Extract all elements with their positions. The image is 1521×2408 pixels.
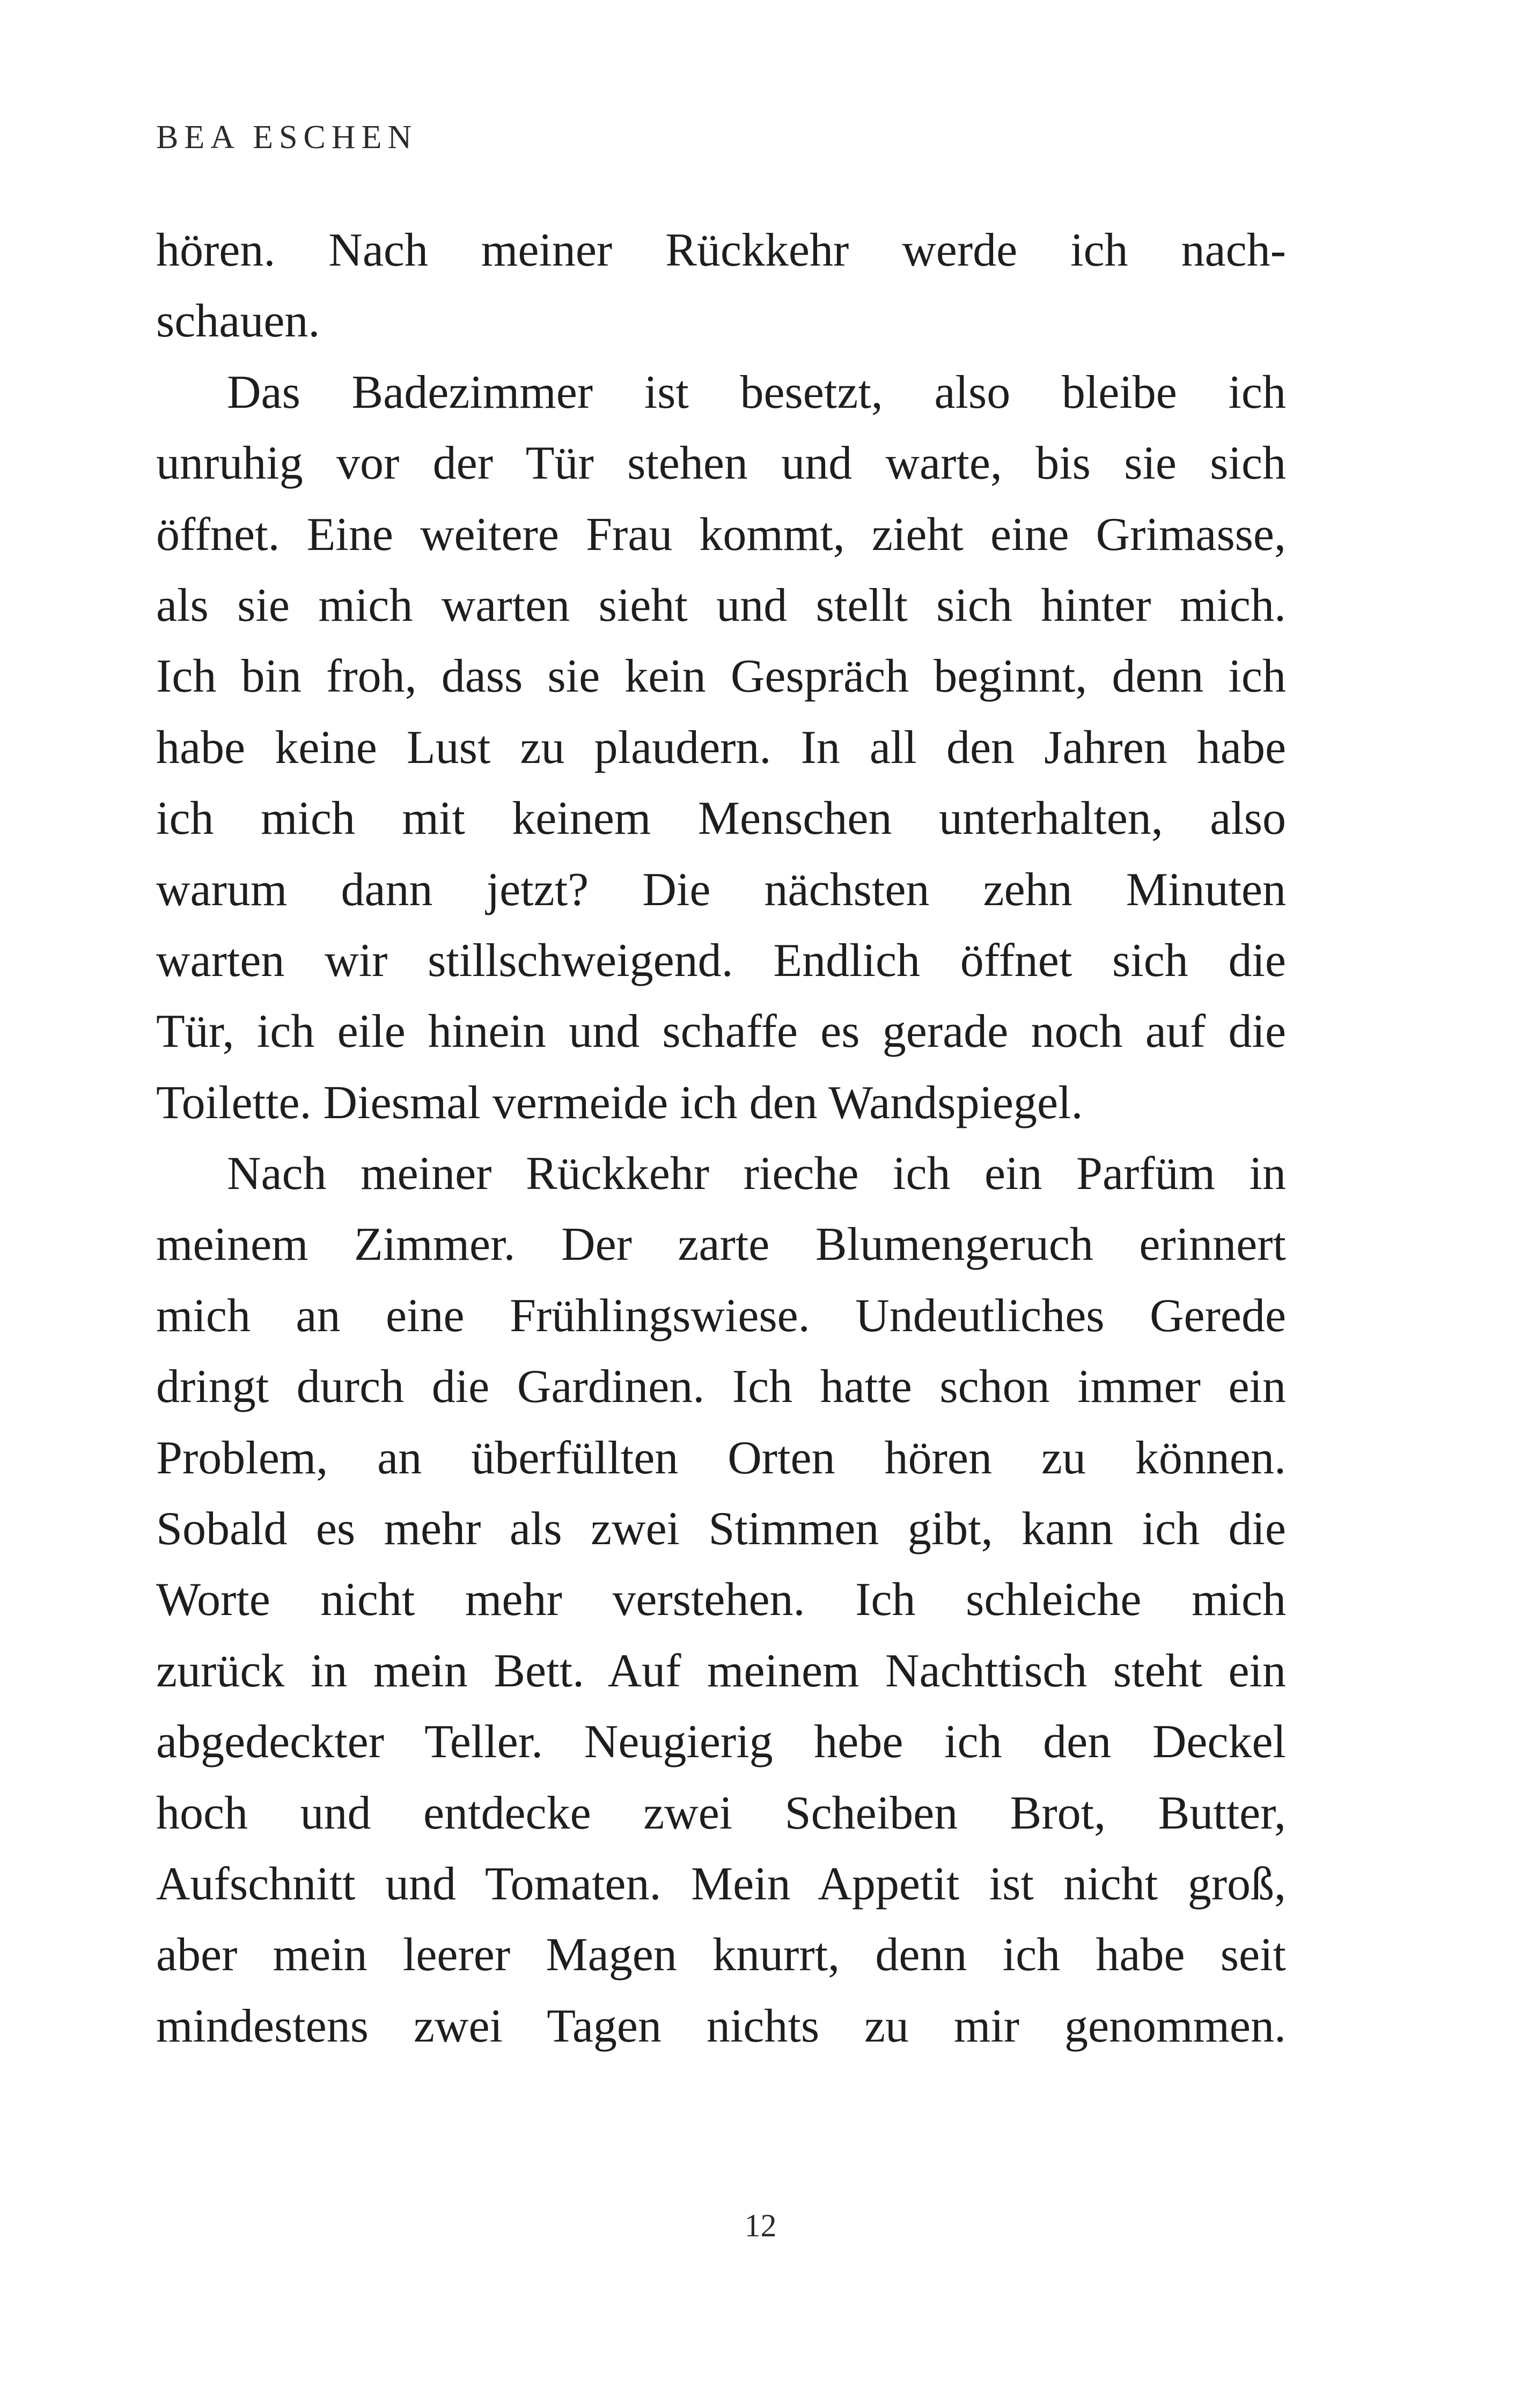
text-line: dringt durch die Gardinen. Ich hatte schon immer ein bbox=[156, 1361, 1286, 1413]
text-line: schauen. bbox=[156, 295, 320, 348]
text-line: zurück in mein Bett. Auf meinem Nachttisch steht ein bbox=[156, 1645, 1286, 1697]
text-line: aber mein leerer Magen knurrt, denn ich habe seit bbox=[156, 1929, 1286, 1981]
text-line: warten wir stillschweigend. Endlich öffnet sich die bbox=[156, 934, 1286, 987]
text-line: Tür, ich eile hinein und schaffe es gerade noch auf die bbox=[156, 1005, 1286, 1058]
text-line: Sobald es mehr als zwei Stimmen gibt, kann ich die bbox=[156, 1503, 1286, 1555]
text-line: ich mich mit keinem Menschen unterhalten, also bbox=[156, 792, 1286, 845]
text-line: abgedeckter Teller. Neugierig hebe ich den Deckel bbox=[156, 1716, 1286, 1768]
running-header-author: BEA ESCHEN bbox=[156, 119, 418, 156]
text-line: Worte nicht mehr verstehen. Ich schleiche mich bbox=[156, 1574, 1286, 1626]
text-line: öffnet. Eine weitere Frau kommt, zieht eine Grimasse, bbox=[156, 508, 1286, 561]
text-line: Aufschnitt und Tomaten. Mein Appetit ist nicht groß, bbox=[156, 1858, 1286, 1910]
text-line: meinem Zimmer. Der zarte Blumengeruch erinnert bbox=[156, 1218, 1286, 1271]
text-line: Problem, an überfüllten Orten hören zu können. bbox=[156, 1431, 1286, 1484]
text-line: als sie mich warten sieht und stellt sich hinter mich. bbox=[156, 579, 1286, 632]
text-line: unruhig vor der Tür stehen und warte, bis sie sich bbox=[156, 437, 1286, 490]
text-line: Ich bin froh, dass sie kein Gespräch beginnt, denn ich bbox=[156, 650, 1286, 703]
text-line: hören. Nach meiner Rückkehr werde ich nach- bbox=[156, 224, 1286, 276]
text-line: habe keine Lust zu plaudern. In all den Jahren habe bbox=[156, 721, 1286, 774]
page-number: 12 bbox=[744, 2208, 777, 2243]
text-line: hoch und entdecke zwei Scheiben Brot, Butter, bbox=[156, 1787, 1286, 1839]
body-text bbox=[156, 215, 1286, 2062]
text-line: Toilette. Diesmal vermeide ich den Wandspiegel. bbox=[156, 1076, 1083, 1129]
text-line: warum dann jetzt? Die nächsten zehn Minuten bbox=[156, 863, 1286, 916]
text-line: Das Badezimmer ist besetzt, also bleibe ich bbox=[227, 366, 1286, 419]
text-line: Nach meiner Rückkehr rieche ich ein Parfüm in bbox=[227, 1148, 1286, 1200]
text-line: mich an eine Frühlingswiese. Undeutliches Gerede bbox=[156, 1289, 1286, 1342]
text-line: mindestens zwei Tagen nichts zu mir genommen. bbox=[156, 2000, 1286, 2052]
